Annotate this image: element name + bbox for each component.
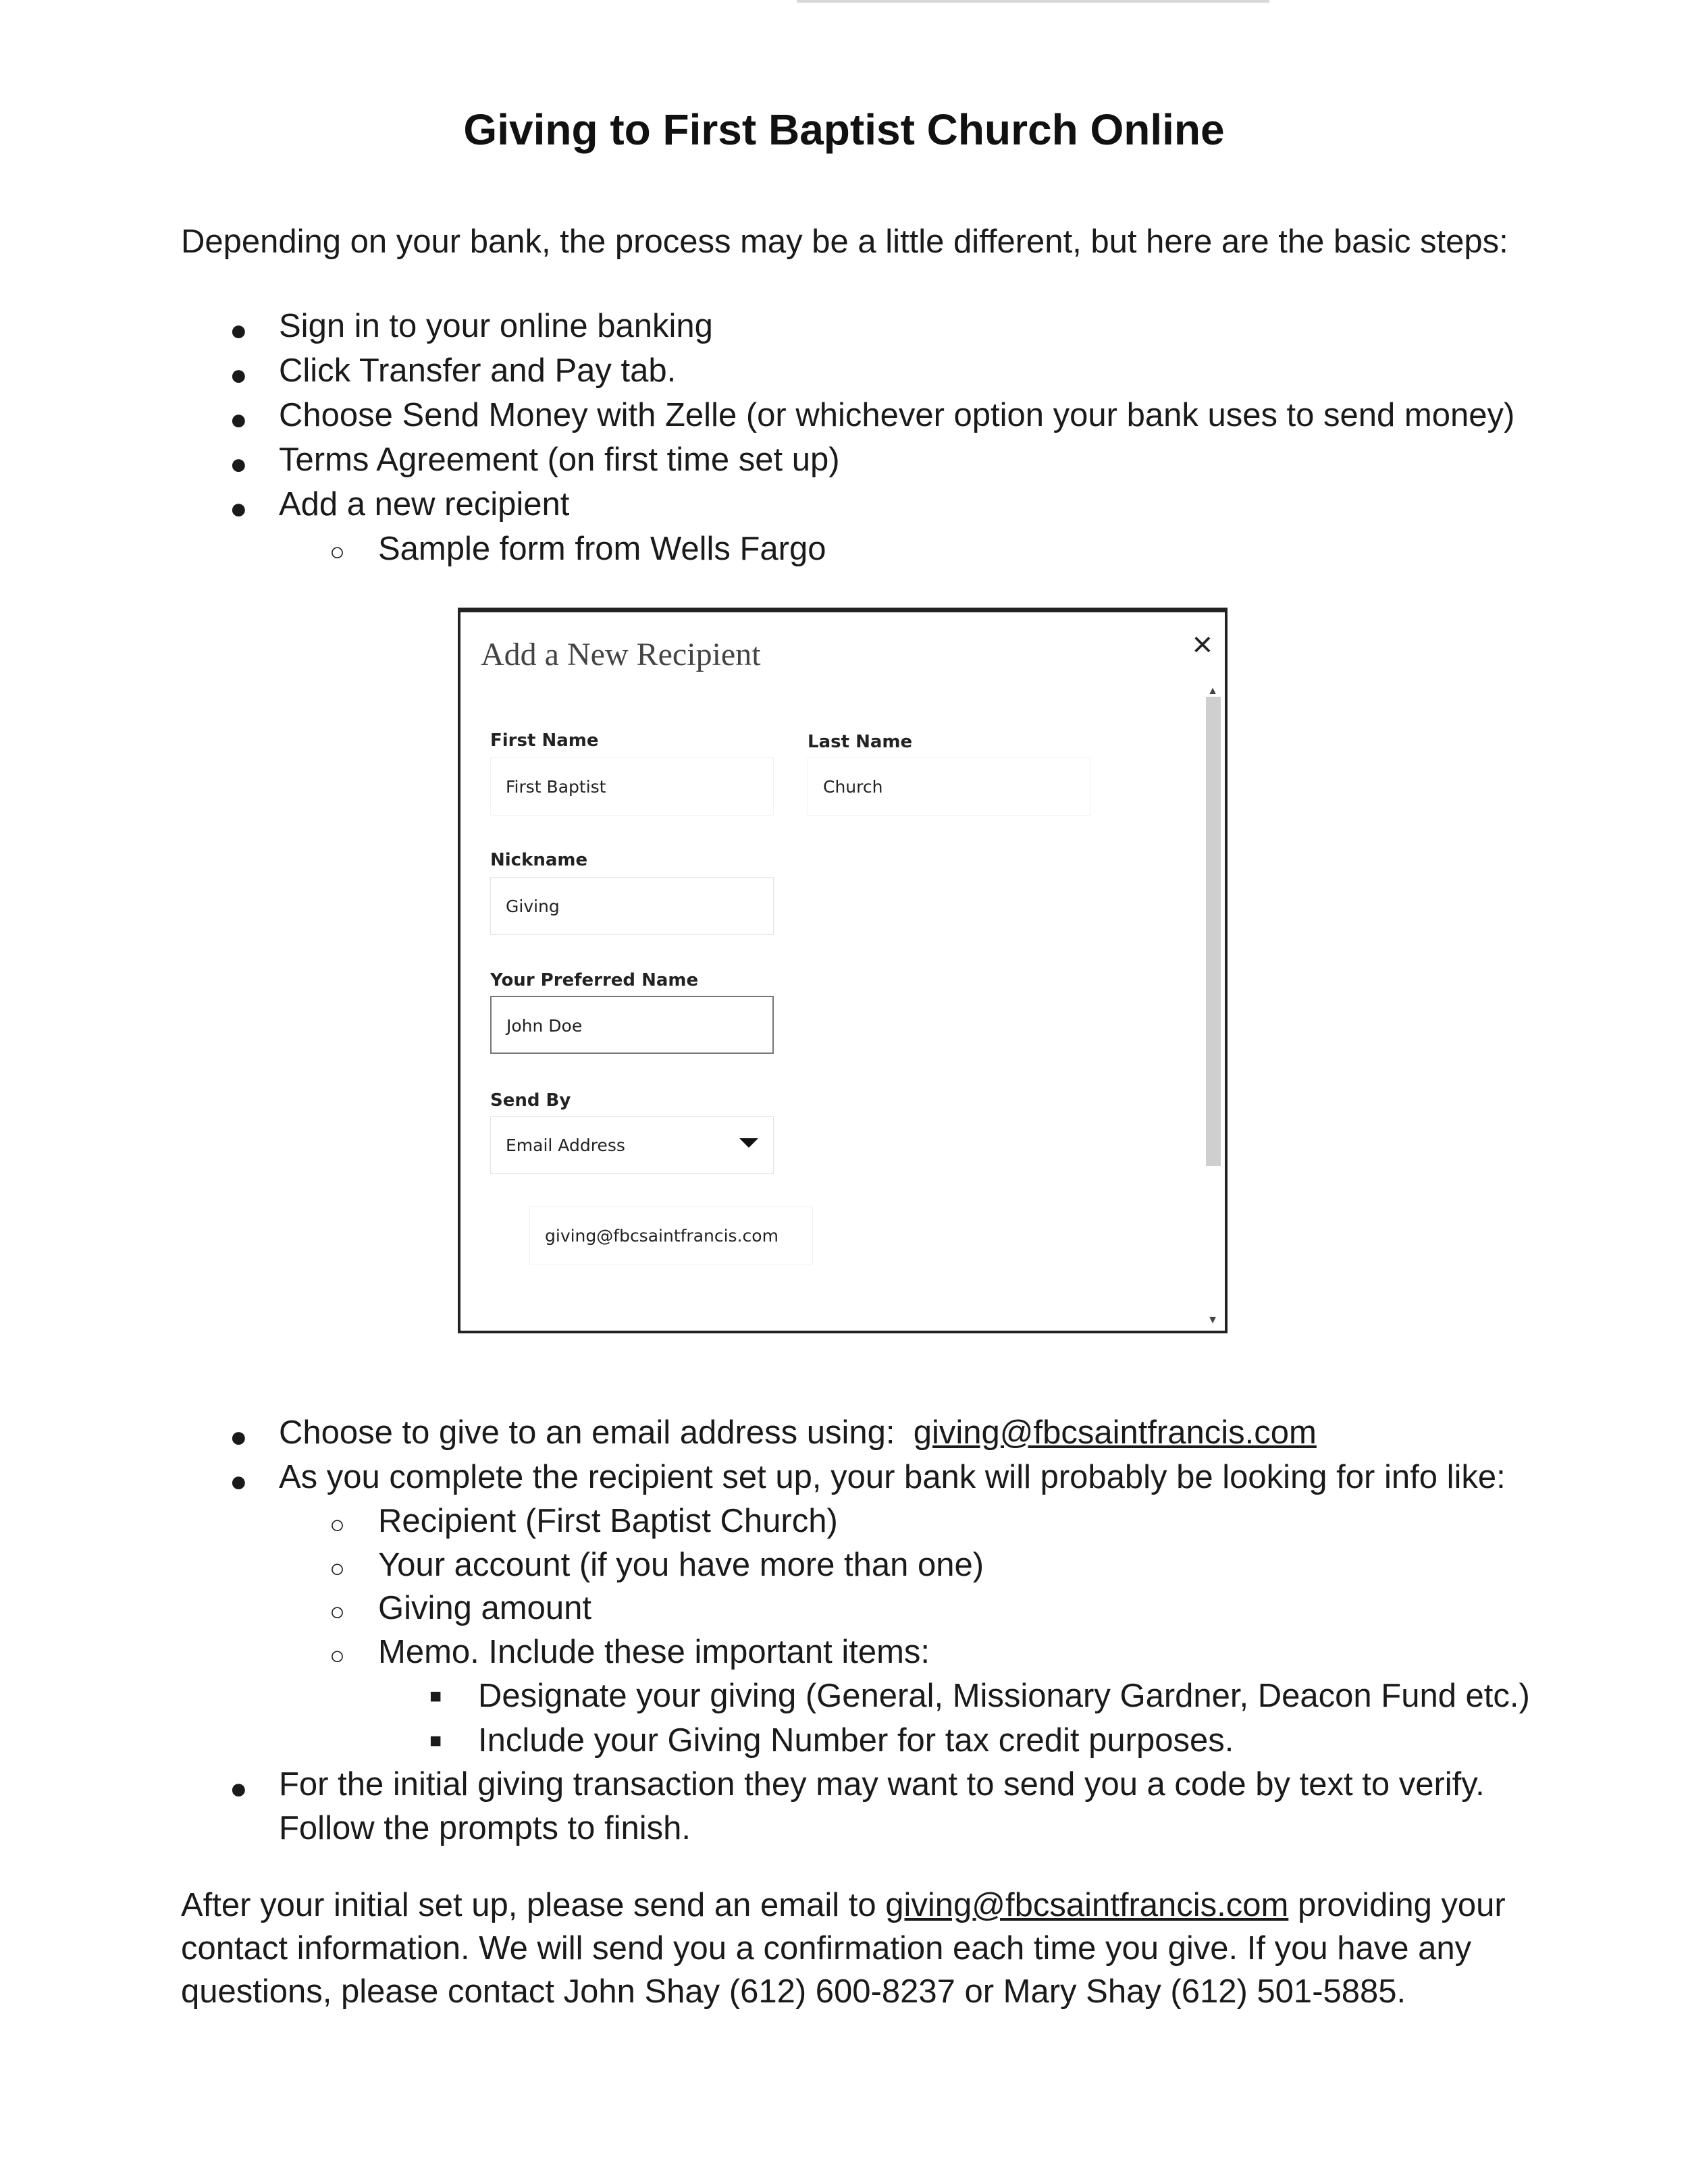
- send-by-label: Send By: [490, 1090, 571, 1111]
- footer-email-link[interactable]: giving@fbcsaintfrancis.com: [885, 1887, 1289, 1923]
- bullet-icon: ●: [230, 1465, 248, 1498]
- send-by-select[interactable]: [490, 1116, 774, 1174]
- step-item: Terms Agreement (on first time set up): [279, 442, 840, 478]
- sub-bullet-icon: ○: [329, 1555, 345, 1583]
- add-recipient-dialog: [458, 608, 1228, 1333]
- send-by-value: Email Address: [506, 1136, 625, 1155]
- giving-email-link[interactable]: giving@fbcsaintfrancis.com: [913, 1414, 1317, 1451]
- email-address-field[interactable]: giving@fbcsaintfrancis.com: [529, 1206, 813, 1264]
- memo-item: Include your Giving Number for tax credit purposes.: [478, 1722, 1234, 1759]
- info-item: Memo. Include these important items:: [378, 1634, 930, 1670]
- footer-paragraph: [181, 1884, 1531, 2013]
- info-item: Giving amount: [378, 1590, 591, 1626]
- email-step: [279, 1414, 1317, 1451]
- sub-bullet-icon: ○: [329, 538, 345, 566]
- bullet-icon: ●: [230, 448, 248, 481]
- sub-bullet-icon: ○: [329, 1511, 345, 1539]
- page-title: Giving to First Baptist Church Online: [463, 105, 1225, 154]
- square-bullet-icon: ■: [429, 1685, 442, 1707]
- preferred-name-field[interactable]: John Doe: [490, 996, 774, 1054]
- step-item: Click Transfer and Pay tab.: [279, 352, 677, 389]
- scrollbar[interactable]: [1206, 697, 1221, 1166]
- last-name-field[interactable]: Church: [808, 757, 1091, 816]
- info-item: Your account (if you have more than one): [378, 1547, 984, 1583]
- sample-note: Sample form from Wells Fargo: [378, 531, 826, 567]
- bullet-icon: ●: [230, 1420, 248, 1454]
- info-intro: As you complete the recipient set up, your bank will probably be looking for info like:: [279, 1459, 1506, 1495]
- verify-line-2: Follow the prompts to finish.: [279, 1810, 691, 1846]
- bullet-icon: ●: [230, 492, 248, 525]
- sub-bullet-icon: ○: [329, 1642, 345, 1670]
- memo-item: Designate your giving (General, Missionary Gardner, Deacon Fund etc.): [478, 1678, 1530, 1714]
- bullet-icon: ●: [230, 314, 248, 347]
- chevron-down-icon: [739, 1138, 758, 1148]
- step-item: Choose Send Money with Zelle (or whichever option your bank uses to send money): [279, 397, 1515, 433]
- verify-line-1: For the initial giving transaction they may want to send you a code by text to verify.: [279, 1766, 1485, 1803]
- preferred-name-label: Your Preferred Name: [490, 970, 699, 990]
- nickname-label: Nickname: [490, 850, 588, 870]
- step-item: Add a new recipient: [279, 486, 570, 523]
- info-item: Recipient (First Baptist Church): [378, 1503, 838, 1539]
- last-name-label: Last Name: [808, 732, 913, 752]
- first-name-field[interactable]: First Baptist: [490, 757, 774, 816]
- footer-text-1: After your initial set up, please send an email to: [181, 1887, 876, 1923]
- scroll-up-icon[interactable]: ▲: [1207, 685, 1218, 697]
- bullet-icon: ●: [230, 1772, 248, 1805]
- footer-text-2: providing your contact information. We will send you a confirmation each time you give. If you have any questions, please contact John Shay (612) 600-8237 or Mary Shay (612) 501-5885.: [181, 1887, 1506, 2010]
- bullet-icon: ●: [230, 403, 248, 436]
- square-bullet-icon: ■: [429, 1730, 442, 1752]
- sub-bullet-icon: ○: [329, 1598, 345, 1626]
- scroll-down-icon[interactable]: ▼: [1207, 1314, 1218, 1326]
- bullet-icon: ●: [230, 358, 248, 392]
- scan-edge-line: [797, 0, 1269, 3]
- email-step-text: Choose to give to an email address using:: [279, 1414, 895, 1451]
- close-icon[interactable]: ×: [1192, 625, 1213, 664]
- nickname-field[interactable]: Giving: [490, 877, 774, 935]
- first-name-label: First Name: [490, 730, 599, 751]
- intro-paragraph: Depending on your bank, the process may be a little different, but here are the basic steps:: [181, 223, 1508, 260]
- step-item: Sign in to your online banking: [279, 308, 713, 344]
- dialog-title: Add a New Recipient: [481, 637, 761, 672]
